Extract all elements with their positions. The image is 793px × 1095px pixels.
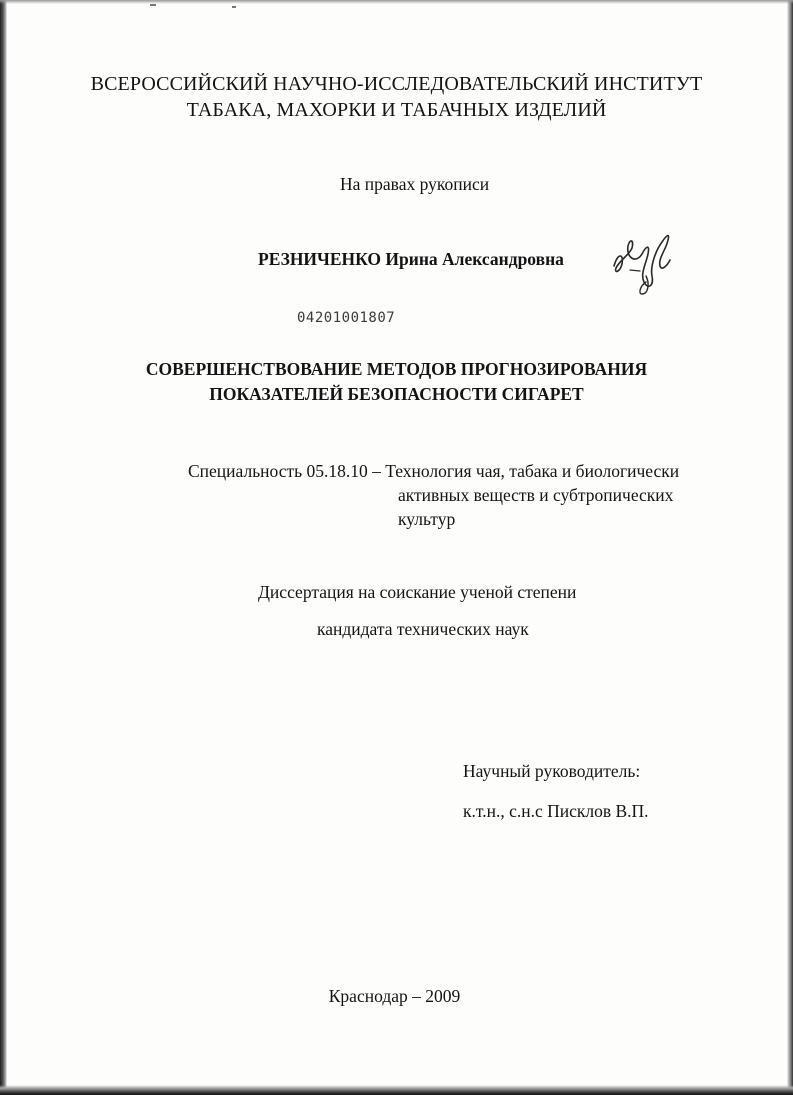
institute-line-1: ВСЕРОССИЙСКИЙ НАУЧНО-ИССЛЕДОВАТЕЛЬСКИЙ ИНСТИТУТ xyxy=(90,73,703,95)
institute-line-2: ТАБАКА, МАХОРКИ И ТАБАЧНЫХ ИЗДЕЛИЙ xyxy=(186,99,607,121)
author-surname: РЕЗНИЧЕНКО xyxy=(258,249,382,269)
place-year: Краснодар – 2009 xyxy=(328,986,461,1006)
scan-speck xyxy=(232,6,236,8)
serial-number: 04201001807 xyxy=(297,310,396,326)
manuscript-note: На правах рукописи xyxy=(340,174,490,194)
specialty-line-2: активных веществ и субтропических xyxy=(398,485,674,505)
dissertation-line-2: кандидата технических наук xyxy=(317,619,529,639)
supervisor-name: к.т.н., с.н.с Писклов В.П. xyxy=(463,801,649,821)
specialty-line-3: культур xyxy=(398,509,456,529)
title-line-1: СОВЕРШЕНСТВОВАНИЕ МЕТОДОВ ПРОГНОЗИРОВАНИЯ xyxy=(145,359,648,379)
scan-edge-left xyxy=(0,0,7,1095)
dissertation-line-1: Диссертация на соискание ученой степени xyxy=(258,582,577,602)
scan-speck xyxy=(150,4,156,6)
scan-edge-top xyxy=(0,0,793,4)
author-given-names: Ирина Александровна xyxy=(385,249,564,269)
specialty-line-1: Специальность 05.18.10 – Технология чая, табака и биологически xyxy=(188,461,680,481)
author-signature xyxy=(610,224,680,298)
scan-edge-bottom xyxy=(0,1085,793,1095)
scan-edge-right xyxy=(787,0,793,1095)
supervisor-label: Научный руководитель: xyxy=(463,761,641,781)
author-name xyxy=(258,248,564,270)
title-line-2: ПОКАЗАТЕЛЕЙ БЕЗОПАСНОСТИ СИГАРЕТ xyxy=(209,384,584,404)
